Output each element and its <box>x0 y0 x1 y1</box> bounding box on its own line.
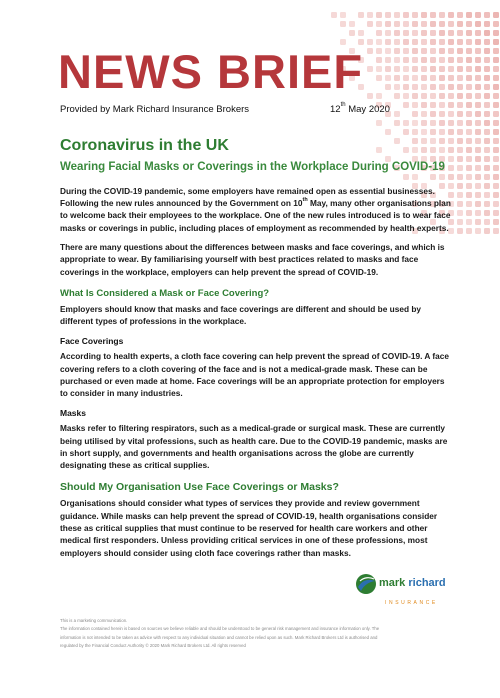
decorative-dot <box>466 102 472 108</box>
decorative-dot <box>385 84 391 90</box>
decorative-dot <box>475 21 481 27</box>
decorative-dot <box>385 30 391 36</box>
decorative-dot <box>466 129 472 135</box>
decorative-dot <box>403 66 409 72</box>
decorative-dot <box>457 39 463 45</box>
decorative-dot <box>457 120 463 126</box>
decorative-dot <box>439 102 445 108</box>
decorative-dot <box>385 39 391 45</box>
decorative-dot <box>412 57 418 63</box>
decorative-dot <box>466 12 472 18</box>
decorative-dot <box>439 21 445 27</box>
decorative-dot <box>466 201 472 207</box>
decorative-dot <box>484 21 490 27</box>
section-body-face-coverings: According to health experts, a cloth face covering can help prevent the spread of COVID-19. A face covering refers to a cloth covering of the face and is not a medical-grade mask. These can be purchased or even made at home. Face coverings will be an appropriate protection for employers to consider in many industries. <box>60 351 449 399</box>
decorative-dot <box>484 219 490 225</box>
decorative-dot <box>448 12 454 18</box>
decorative-dot <box>439 120 445 126</box>
decorative-dot <box>466 156 472 162</box>
decorative-dot <box>466 138 472 144</box>
decorative-dot <box>412 93 418 99</box>
decorative-dot <box>475 228 481 234</box>
decorative-dot <box>448 48 454 54</box>
decorative-dot <box>394 75 400 81</box>
decorative-dot <box>484 174 490 180</box>
decorative-dot <box>385 12 391 18</box>
decorative-dot <box>466 30 472 36</box>
decorative-dot <box>475 156 481 162</box>
decorative-dot <box>439 66 445 72</box>
decorative-dot <box>484 183 490 189</box>
decorative-dot <box>376 21 382 27</box>
intro-paragraph-2: There are many questions about the differences between masks and face coverings, and which is appropriate to wear. By familiarising yourself with best practices related to masks and face coverings in the workplace, employers can help prevent the spread of COVID-19. <box>60 242 445 277</box>
decorative-dot <box>484 66 490 72</box>
decorative-dot <box>358 30 364 36</box>
decorative-dot <box>439 129 445 135</box>
decorative-dot <box>385 75 391 81</box>
decorative-dot <box>448 84 454 90</box>
decorative-dot <box>484 156 490 162</box>
decorative-dot <box>448 75 454 81</box>
decorative-dot <box>430 84 436 90</box>
decorative-dot <box>484 57 490 63</box>
decorative-dot <box>385 21 391 27</box>
section-heading-masks: Masks <box>60 408 86 419</box>
decorative-dot <box>430 21 436 27</box>
decorative-dot <box>421 12 427 18</box>
decorative-dot <box>475 147 481 153</box>
decorative-dot <box>412 39 418 45</box>
decorative-dot <box>484 111 490 117</box>
decorative-dot <box>493 210 499 216</box>
decorative-dot <box>439 93 445 99</box>
footer-disclaimer <box>60 617 452 651</box>
decorative-dot <box>493 165 499 171</box>
decorative-dot <box>493 174 499 180</box>
decorative-dot <box>430 30 436 36</box>
decorative-dot <box>493 57 499 63</box>
decorative-dot <box>493 228 499 234</box>
decorative-dot <box>394 39 400 45</box>
decorative-dot <box>448 129 454 135</box>
decorative-dot <box>331 12 337 18</box>
section-body-mask-definition: Employers should know that masks and face coverings are different and should be used by different types of professions in the workplace. <box>60 303 422 327</box>
section-heading-organisation-use: Should My Organisation Use Face Coverings or Masks? <box>60 481 339 494</box>
decorative-dot <box>403 39 409 45</box>
decorative-dot <box>484 201 490 207</box>
decorative-dot <box>457 111 463 117</box>
decorative-dot <box>421 57 427 63</box>
decorative-dot <box>466 57 472 63</box>
decorative-dot <box>484 84 490 90</box>
decorative-dot <box>394 48 400 54</box>
decorative-dot <box>394 120 400 126</box>
decorative-dot <box>439 75 445 81</box>
decorative-dot <box>376 30 382 36</box>
decorative-dot <box>475 120 481 126</box>
decorative-dot <box>403 120 409 126</box>
issue-date: 12th May 2020 <box>330 102 390 115</box>
decorative-dot <box>475 192 481 198</box>
decorative-dot <box>403 48 409 54</box>
decorative-dot <box>457 21 463 27</box>
decorative-dot <box>457 183 463 189</box>
decorative-dot <box>439 12 445 18</box>
decorative-dot <box>385 57 391 63</box>
decorative-dot <box>412 12 418 18</box>
intro-paragraph-1: During the COVID-19 pandemic, some employers have remained open as essential businesses. Following the new rules announced by the Government on 10th May, many other organisations plan to welcome back their employees to the workplace. One of the new rules introduced is to wear face masks or coverings in public, including places of employment as recommended by health experts. <box>60 185 451 233</box>
decorative-dot <box>493 183 499 189</box>
decorative-dot <box>439 48 445 54</box>
section-heading-mask-definition: What Is Considered a Mask or Face Covering? <box>60 287 270 299</box>
decorative-dot <box>385 66 391 72</box>
decorative-dot <box>349 30 355 36</box>
decorative-dot <box>430 111 436 117</box>
decorative-dot <box>430 66 436 72</box>
logo-swoosh-icon <box>355 573 377 595</box>
decorative-dot <box>421 75 427 81</box>
decorative-dot <box>475 111 481 117</box>
decorative-dot <box>493 111 499 117</box>
decorative-dot <box>412 84 418 90</box>
decorative-dot <box>466 93 472 99</box>
decorative-dot <box>439 57 445 63</box>
section-body-masks: Masks refer to filtering respirators, such as a medical-grade or surgical mask. These are currently being utilised by vital professions, such as health care. Due to the COVID-19 pandemic, masks are in short supply, and governments and health organisations across the globe are currently designating these as critical supplies. <box>60 423 448 471</box>
decorative-dot <box>457 165 463 171</box>
decorative-dot <box>493 84 499 90</box>
article-title: Coronavirus in the UK <box>60 137 229 154</box>
decorative-dot <box>466 66 472 72</box>
decorative-dot <box>430 93 436 99</box>
decorative-dot <box>421 84 427 90</box>
decorative-dot <box>475 84 481 90</box>
decorative-dot <box>484 39 490 45</box>
decorative-dot <box>493 21 499 27</box>
decorative-dot <box>403 21 409 27</box>
decorative-dot <box>457 219 463 225</box>
decorative-dot <box>403 93 409 99</box>
decorative-dot <box>412 120 418 126</box>
decorative-dot <box>466 21 472 27</box>
decorative-dot <box>457 57 463 63</box>
provided-by-text: Provided by Mark Richard Insurance Brokers <box>60 104 250 115</box>
decorative-dot <box>493 192 499 198</box>
decorative-dot <box>466 210 472 216</box>
decorative-dot <box>421 93 427 99</box>
decorative-dot <box>475 138 481 144</box>
decorative-dot <box>493 129 499 135</box>
decorative-dot <box>457 210 463 216</box>
decorative-dot <box>466 219 472 225</box>
decorative-dot <box>412 129 418 135</box>
decorative-dot <box>421 48 427 54</box>
decorative-dot <box>475 102 481 108</box>
decorative-dot <box>475 183 481 189</box>
decorative-dot <box>439 30 445 36</box>
decorative-dot <box>394 66 400 72</box>
decorative-dot <box>475 174 481 180</box>
decorative-dot <box>448 120 454 126</box>
decorative-dot <box>493 219 499 225</box>
decorative-dot <box>376 66 382 72</box>
decorative-dot <box>367 93 373 99</box>
decorative-dot <box>448 39 454 45</box>
decorative-dot <box>484 129 490 135</box>
decorative-dot <box>421 30 427 36</box>
decorative-dot <box>475 210 481 216</box>
decorative-dot <box>493 156 499 162</box>
decorative-dot <box>484 120 490 126</box>
decorative-dot <box>475 30 481 36</box>
decorative-dot <box>448 111 454 117</box>
decorative-dot <box>448 30 454 36</box>
decorative-dot <box>394 30 400 36</box>
decorative-dot <box>484 12 490 18</box>
decorative-dot <box>457 84 463 90</box>
logo-tagline: INSURANCE <box>385 600 438 606</box>
decorative-dot <box>376 39 382 45</box>
decorative-dot <box>457 66 463 72</box>
decorative-dot <box>412 48 418 54</box>
decorative-dot <box>430 48 436 54</box>
decorative-dot <box>403 75 409 81</box>
decorative-dot <box>457 129 463 135</box>
decorative-dot <box>340 21 346 27</box>
decorative-dot <box>403 129 409 135</box>
decorative-dot <box>367 21 373 27</box>
decorative-dot <box>430 12 436 18</box>
decorative-dot <box>484 138 490 144</box>
decorative-dot <box>340 12 346 18</box>
decorative-dot <box>493 138 499 144</box>
footer-line: This is a marketing communication. <box>60 618 128 623</box>
decorative-dot <box>358 12 364 18</box>
footer-line: information is not intended to be taken as advice with respect to any individual situation and cannot be relied upon as such. Mark Richard Brokers Ltd is authorised and <box>60 634 378 640</box>
decorative-dot <box>367 66 373 72</box>
decorative-dot <box>484 228 490 234</box>
footer-line: regulated by the Financial Conduct Authority © 2020 Mark Richard Brokers Ltd. All rights reserved <box>60 643 246 649</box>
decorative-dot <box>439 39 445 45</box>
decorative-dot <box>412 102 418 108</box>
decorative-dot <box>448 66 454 72</box>
decorative-dot <box>448 21 454 27</box>
decorative-dot <box>475 219 481 225</box>
decorative-dot <box>475 66 481 72</box>
decorative-dot <box>394 111 400 117</box>
decorative-dot <box>457 102 463 108</box>
decorative-dot <box>376 12 382 18</box>
decorative-dot <box>403 30 409 36</box>
decorative-dot <box>484 147 490 153</box>
decorative-dot <box>385 129 391 135</box>
decorative-dot <box>466 174 472 180</box>
logo-wordmark: mark richard <box>379 577 446 589</box>
decorative-dot <box>394 12 400 18</box>
decorative-dot <box>475 12 481 18</box>
decorative-dot <box>421 39 427 45</box>
decorative-dot <box>466 183 472 189</box>
section-body-organisation-use: Organisations should consider what types of services they provide and review government guidance. While masks can help prevent the spread of COVID-19, health organisations consider these as critical supplies that must continue to be reserved for health care workers and other medical first responders. Unless providing critical services in one of these professions, most employers should consider using cloth face coverings rather than masks. <box>60 498 438 558</box>
decorative-dot <box>457 93 463 99</box>
decorative-dot <box>484 192 490 198</box>
decorative-dot <box>430 102 436 108</box>
decorative-dot <box>493 75 499 81</box>
decorative-dot <box>394 93 400 99</box>
decorative-dot <box>493 39 499 45</box>
decorative-dot <box>466 228 472 234</box>
decorative-dot <box>484 93 490 99</box>
decorative-dot <box>448 57 454 63</box>
decorative-dot <box>385 48 391 54</box>
decorative-dot <box>412 75 418 81</box>
decorative-dot <box>430 120 436 126</box>
decorative-dot <box>376 93 382 99</box>
decorative-dot <box>457 156 463 162</box>
decorative-dot <box>484 210 490 216</box>
decorative-dot <box>466 192 472 198</box>
decorative-dot <box>412 21 418 27</box>
decorative-dot <box>484 30 490 36</box>
decorative-dot <box>430 57 436 63</box>
section-heading-face-coverings: Face Coverings <box>60 336 124 347</box>
decorative-dot <box>457 201 463 207</box>
decorative-dot <box>439 111 445 117</box>
decorative-dot <box>376 57 382 63</box>
decorative-dot <box>403 12 409 18</box>
decorative-dot <box>493 30 499 36</box>
decorative-dot <box>484 75 490 81</box>
decorative-dot <box>466 39 472 45</box>
decorative-dot <box>493 201 499 207</box>
decorative-dot <box>376 120 382 126</box>
decorative-dot <box>484 102 490 108</box>
decorative-dot <box>376 48 382 54</box>
decorative-dot <box>448 93 454 99</box>
decorative-dot <box>466 84 472 90</box>
decorative-dot <box>475 165 481 171</box>
decorative-dot <box>412 111 418 117</box>
decorative-dot <box>475 57 481 63</box>
decorative-dot <box>403 57 409 63</box>
decorative-dot <box>493 93 499 99</box>
decorative-dot <box>493 12 499 18</box>
decorative-dot <box>421 102 427 108</box>
decorative-dot <box>421 111 427 117</box>
decorative-dot <box>475 129 481 135</box>
decorative-dot <box>475 201 481 207</box>
decorative-dot <box>457 30 463 36</box>
decorative-dot <box>403 84 409 90</box>
decorative-dot <box>421 21 427 27</box>
decorative-dot <box>466 48 472 54</box>
decorative-dot <box>457 228 463 234</box>
decorative-dot <box>484 48 490 54</box>
decorative-dot <box>493 48 499 54</box>
decorative-dot <box>376 75 382 81</box>
decorative-dot <box>439 84 445 90</box>
decorative-dot <box>412 66 418 72</box>
decorative-dot <box>475 48 481 54</box>
article <box>60 136 452 559</box>
decorative-dot <box>430 75 436 81</box>
decorative-dot <box>421 129 427 135</box>
decorative-dot <box>457 192 463 198</box>
decorative-dot <box>457 147 463 153</box>
decorative-dot <box>403 102 409 108</box>
decorative-dot <box>457 138 463 144</box>
decorative-dot <box>475 39 481 45</box>
decorative-dot <box>466 147 472 153</box>
decorative-dot <box>493 147 499 153</box>
decorative-dot <box>367 48 373 54</box>
decorative-dot <box>457 75 463 81</box>
decorative-dot <box>430 39 436 45</box>
decorative-dot <box>349 21 355 27</box>
decorative-dot <box>493 120 499 126</box>
decorative-dot <box>430 129 436 135</box>
decorative-dot <box>448 102 454 108</box>
decorative-dot <box>421 120 427 126</box>
decorative-dot <box>457 174 463 180</box>
decorative-dot <box>394 57 400 63</box>
decorative-dot <box>493 102 499 108</box>
decorative-dot <box>394 84 400 90</box>
decorative-dot <box>475 93 481 99</box>
decorative-dot <box>475 75 481 81</box>
decorative-dot <box>394 21 400 27</box>
decorative-dot <box>493 66 499 72</box>
decorative-dot <box>484 165 490 171</box>
masthead-title: NEWS BRIEF <box>58 45 364 98</box>
decorative-dot <box>421 66 427 72</box>
article-subtitle: Wearing Facial Masks or Coverings in the Workplace During COVID-19 <box>60 161 445 173</box>
decorative-dot <box>466 165 472 171</box>
decorative-dot <box>457 12 463 18</box>
decorative-dot <box>412 30 418 36</box>
decorative-dot <box>466 120 472 126</box>
footer-line: The information contained herein is based on sources we believe reliable and should be understood to be general risk management and insurance information only. The <box>60 626 380 632</box>
decorative-dot <box>466 75 472 81</box>
decorative-dot <box>367 39 373 45</box>
decorative-dot <box>457 48 463 54</box>
decorative-dot <box>466 111 472 117</box>
mark-richard-logo <box>355 573 445 613</box>
decorative-dot <box>367 12 373 18</box>
